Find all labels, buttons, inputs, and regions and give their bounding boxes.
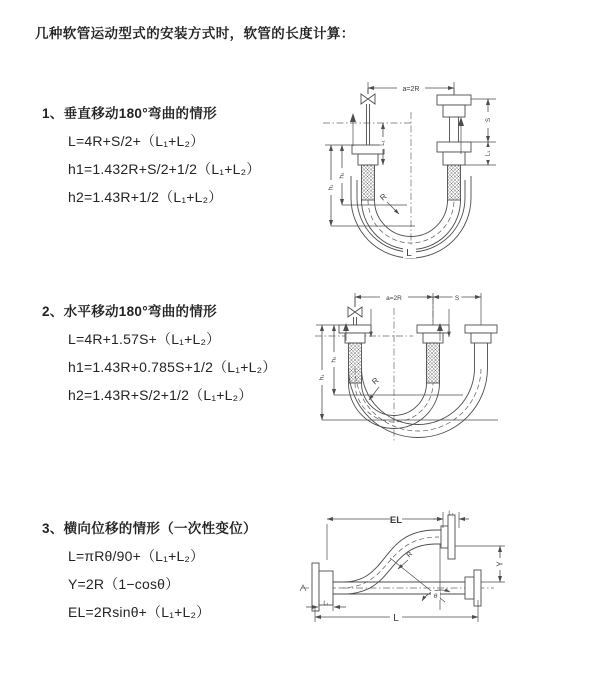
middle-pipe-assembly (417, 325, 449, 383)
label-h2: h₂ (330, 356, 338, 363)
diagram-horizontal-180-bend (313, 283, 598, 458)
section-1-heading: 1、垂直移动180°弯曲的情形 (42, 106, 217, 121)
dimension-l1-left (380, 123, 387, 165)
page-title: 几种软管运动型式的安装方式时，软管的长度计算： (35, 26, 355, 41)
label-l1-left: L₁ (380, 140, 386, 146)
radius-callout (369, 376, 381, 400)
dimension-s (471, 99, 496, 142)
label-el: EL (389, 515, 403, 526)
straight-pipe (312, 563, 481, 611)
label-theta: θ (433, 593, 438, 600)
section-2-heading: 2、水平移动180°弯曲的情形 (42, 304, 217, 319)
dimension-el (327, 515, 443, 560)
label-l: L (393, 613, 399, 624)
label-s: S (485, 117, 492, 123)
angle-construction (390, 544, 450, 610)
label-l1-bottom: L₁ (323, 601, 329, 607)
label-r: R (405, 550, 415, 560)
label-l1-top: L₁ (448, 511, 454, 517)
section-2-formula-h1: h1=1.43R+0.785S+1/2（L₁+L₂） (68, 359, 277, 375)
dimension-s (433, 293, 481, 303)
label-h1: h₁ (318, 374, 326, 381)
u-bend-hose-position-2 (349, 368, 488, 438)
section-1-formula-h2: h2=1.43R+1/2（L₁+L₂） (68, 189, 223, 205)
section-1-formula-L: L=4R+S/2+（L₁+L₂） (68, 133, 205, 149)
dimension-l (315, 600, 478, 624)
label-h1: h₁ (327, 184, 335, 191)
section-3-formula-Y: Y=2R（1−cosθ） (68, 576, 180, 592)
section-3-formula-EL: EL=2Rsinθ+（L₁+L₂） (68, 604, 211, 620)
right-pipe-assembly (437, 88, 471, 200)
label-h2: h₂ (338, 172, 346, 179)
section-3-formula-L: L=πRθ/90+（L₁+L₂） (68, 548, 205, 564)
valve-icon (348, 297, 362, 325)
section-1-formula-h1: h1=1.432R+S/2+1/2（L₁+L₂） (68, 161, 261, 177)
section-vertical-movement (42, 102, 332, 212)
section-2-formula-L: L=4R+1.57S+（L₁+L₂） (68, 331, 221, 347)
label-a-2r: a=2R (386, 295, 402, 302)
label-s: S (454, 295, 460, 302)
diagram-vertical-180-bend (315, 68, 595, 263)
valve-icon (361, 88, 375, 104)
label-y: Y (495, 561, 505, 567)
label-r: R (378, 191, 389, 203)
left-pipe-assembly (339, 325, 371, 383)
label-r: R (370, 375, 381, 387)
label-l: L (406, 248, 412, 259)
radius-callout (378, 192, 399, 214)
right-pipe-assembly (465, 325, 497, 368)
section-2-formula-h2: h2=1.43R+S/2+1/2（L₁+L₂） (68, 387, 253, 403)
label-a-2r: a=2R (402, 86, 420, 93)
dimension-a-2r (368, 82, 454, 94)
section-3-heading: 3、横向位移的情形（一次性变位） (42, 521, 257, 536)
centerlines (315, 297, 433, 443)
section-lateral-displacement (42, 517, 332, 627)
label-l1-right: L₁ (485, 150, 492, 157)
diagram-lateral-displacement (298, 498, 598, 648)
section-horizontal-movement (42, 300, 332, 410)
